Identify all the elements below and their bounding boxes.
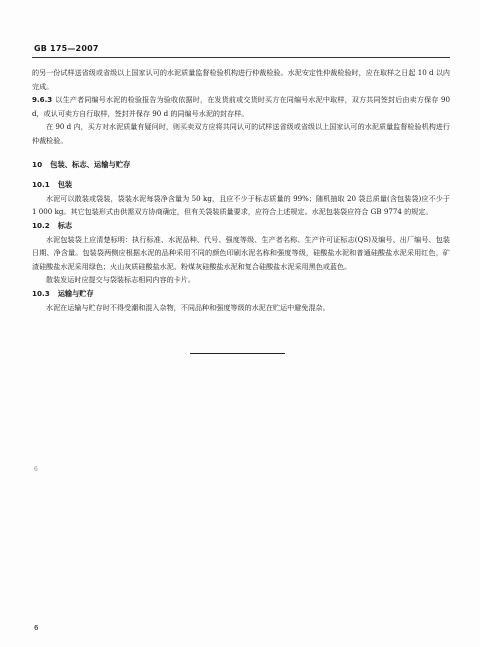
section-heading-10-2 [32, 219, 450, 233]
paragraph-text: 散装发运时应提交与袋装标志相同内容的卡片。 [46, 275, 195, 285]
header-rule [32, 57, 450, 58]
paragraph-continuation [32, 66, 450, 93]
paragraph-text: 水泥可以散装或袋装，袋装水泥每袋净含量为 50 kg，且应不少于标志质量的 99%；随机抽取 20 袋总质量(含包装袋)应不少于 1 000 kg。其它包装形式由供需双方协商确定，但有关袋装质量要求，应符合上述规定。水泥包装袋应符合 GB 9774 的规定。 [32, 193, 450, 217]
section-number: 10.1 [32, 180, 50, 190]
paragraph-bulk-card [32, 273, 450, 287]
paragraph-arbitration [32, 120, 450, 147]
paragraph-text: 水泥包装袋上应清楚标明：执行标准、水泥品种、代号、强度等级、生产者名称、生产许可证标志(QS)及编号、出厂编号、包装日期、净含量。包装袋两侧应根据水泥的品种采用不同的颜色印刷水泥名称和强度等级，硅酸盐水泥和普通硅酸盐水泥采用红色，矿渣硅酸盐水泥采用绿色；火山灰质硅酸盐水泥、粉煤灰硅酸盐水泥和复合硅酸盐水泥采用黑色或蓝色。 [32, 234, 450, 271]
section-number: 10.2 [32, 220, 50, 230]
section-title: 运输与贮存 [57, 288, 94, 298]
paragraph-text: 水泥在运输与贮存时不得受潮和混入杂物，不同品种和强度等级的水泥在贮运中避免混杂。 [46, 302, 330, 312]
standard-code: GB 175—2007 [34, 44, 99, 53]
section-title: 包装 [57, 180, 73, 190]
document-body [32, 66, 450, 314]
margin-mark: 6 [34, 466, 38, 473]
paragraph-text: 的另一份试样送省级或省级以上国家认可的水泥质量监督检验机构进行仲裁检验。水泥安定性仲裁检验时，应在取样之日起 10 d 以内完成。 [32, 68, 450, 91]
section-heading-10-3 [32, 287, 450, 301]
section-title: 标志 [57, 220, 73, 230]
section-title: 包装、标志、运输与贮存 [50, 159, 131, 169]
clause-9-6-3 [32, 93, 450, 120]
paragraph-transport [32, 301, 450, 315]
paragraph-packaging [32, 192, 450, 219]
paragraph-text: 以生产者同编号水泥的检验报告为验收依据时，在发货前或交货时买方在同编号水泥中取样，双方共同签封后由卖方保存 90 d，或认可卖方自行取样，签封并保存 90 d 的同编号水泥的封存样。 [32, 95, 450, 118]
end-of-text-rule [190, 353, 285, 354]
section-heading-10 [32, 158, 450, 172]
clause-number: 9.6.3 [32, 95, 53, 105]
paragraph-text: 在 90 d 内，买方对水泥质量有疑问时，则买卖双方应将共同认可的试样送省级或省级以上国家认可的水泥质量监督检验机构进行仲裁检验。 [32, 122, 450, 145]
section-number: 10.3 [32, 288, 50, 298]
paragraph-marking [32, 233, 450, 274]
page-number: 6 [34, 624, 39, 632]
section-heading-10-1 [32, 178, 450, 192]
section-number: 10 [32, 159, 43, 169]
